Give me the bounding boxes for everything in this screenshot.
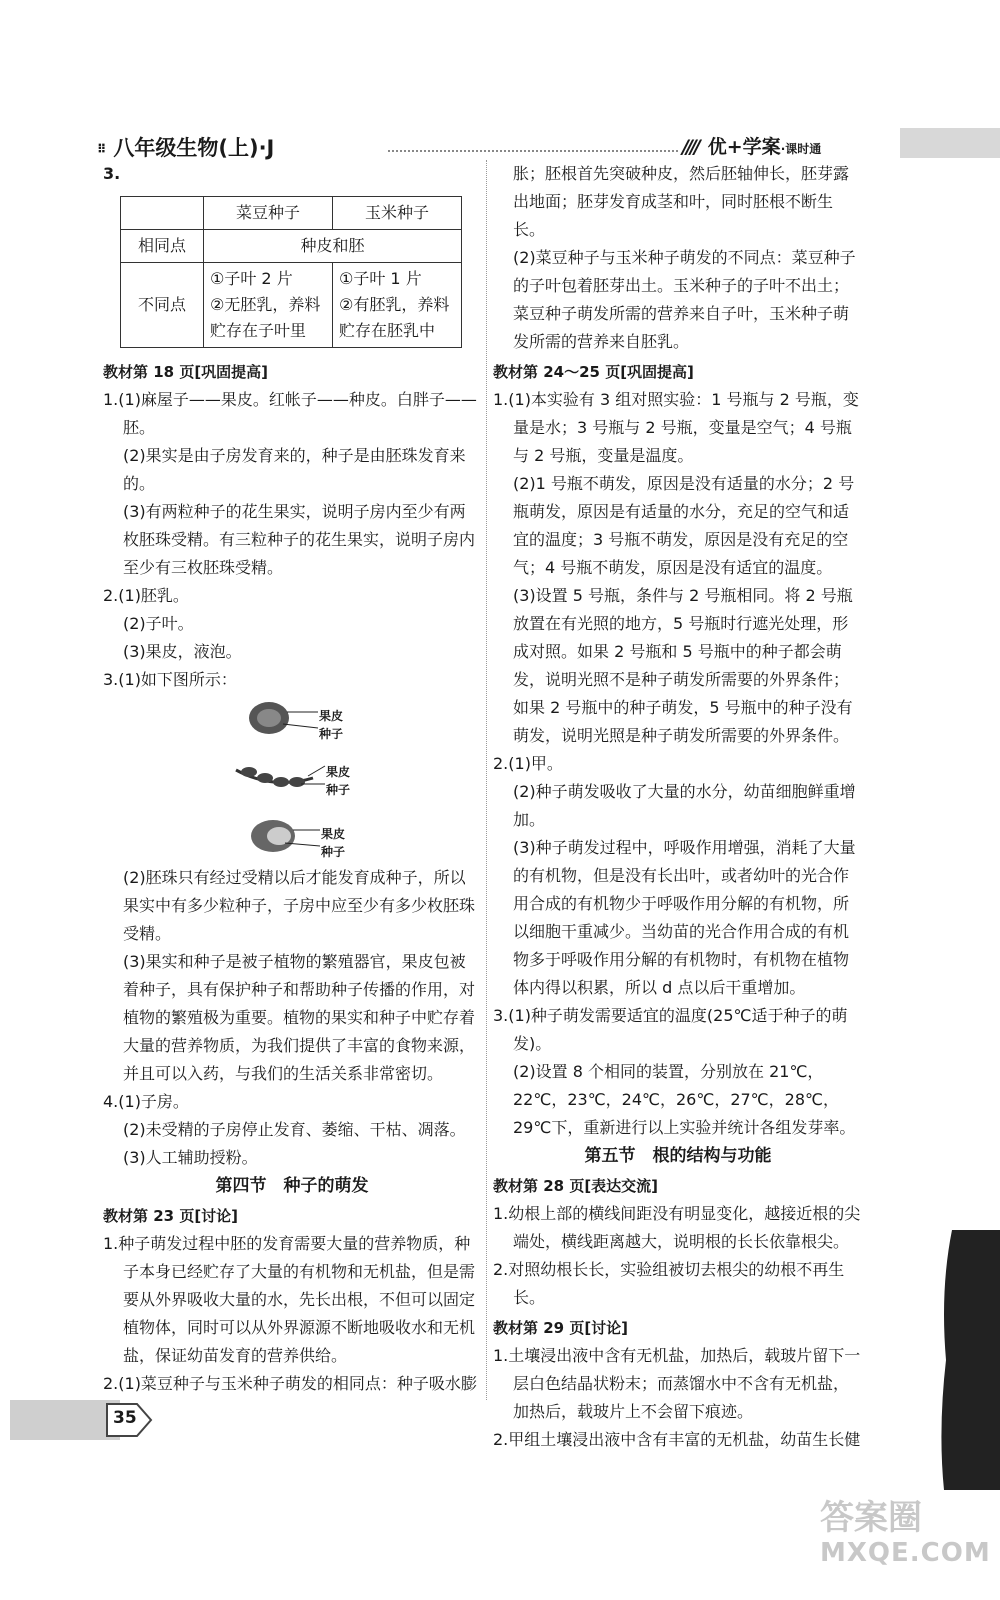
seed-comparison-table [120,196,462,348]
watermark-url: MXQE.COM [820,1538,991,1568]
fig-label-pericarp-3: 果皮 [321,827,346,841]
answer-p18-3-3: (3)果实和种子是被子植物的繁殖器官，果皮包被着种子，具有保护种子和帮助种子传播的作用，对植物的繁殖极为重要。植物的果实和种子中贮存着大量的营养物质，为我们提供了丰富的食物来源，并且可以入药，与我们的生活关系非常密切。 [123,952,476,1083]
bean-diff-1: ①子叶 2 片 [210,269,293,288]
fruit-1-illustration [249,702,318,734]
answer-p18-3: 3.(1)如下图所示： [103,670,237,689]
answer-p24-2: 2.(1)甲。 [493,754,563,773]
section-head-p18: 教材第 18 页[巩固提高] [103,363,269,381]
answer-p28-2: 2.对照幼根长长，实验组被切去根尖的幼根不再生长。 [493,1260,845,1307]
page-tab [10,1400,120,1440]
watermark-logo: 答案圈 [820,1498,922,1538]
fig-label-seed-3: 种子 [321,845,346,859]
answer-p18-1-3: (3)有两粒种子的花生果实，说明子房内至少有两枚胚珠受精。有三粒种子的花生果实，说明子房内至少有三枚胚珠受精。 [123,502,476,577]
header-divider [388,150,678,152]
answer-p18-3-2: (2)胚珠只有经过受精以后才能发育成种子，所以果实中有多少粒种子，子房中应至少有多少枚胚珠受精。 [123,868,476,943]
section-title-4: 第四节 种子的萌发 [215,1176,369,1196]
corn-diff-2: ②有胚乳，养料贮存在胚乳中 [339,295,450,340]
slashes-icon: //// [682,136,698,158]
answer-p29-1: 1.土壤浸出液中含有无机盐，加热后，载玻片留下一层白色结晶状粉末；而蒸馏水中不含有无机盐，加热后，载玻片上不会留下痕迹。 [493,1346,861,1421]
answer-p28-1: 1.幼根上部的横线间距没有明显变化，越接近根的尖端处，横线距离越大，说明根的长长依靠根尖。 [493,1204,861,1251]
page-number-badge [105,1402,155,1438]
section-head-p23: 教材第 23 页[讨论] [103,1207,239,1225]
page-number: 35 [113,1408,137,1428]
answer-p18-4-3: (3)人工辅助授粉。 [123,1148,258,1167]
answer-p23-2-cont: 胀；胚根首先突破种皮，然后胚轴伸长，胚芽露出地面；胚芽发育成茎和叶，同时胚根不断生长。 [513,164,850,239]
fig-label-seed-1: 种子 [319,727,344,741]
table-diff-label: 不同点 [121,263,204,348]
brand-name: 优+学案 [707,136,781,158]
book-title-text: 八年级生物(上)·J [113,136,275,160]
fruit-3-illustration [251,820,320,852]
brand-logo [682,132,821,159]
answer-p18-1: 1.(1)麻屋子——果皮。红帐子——种皮。白胖子——胚。 [103,390,477,437]
answer-p18-4: 4.(1)子房。 [103,1092,189,1111]
answer-p23-2-2: (2)菜豆种子与玉米种子萌发的不同点：菜豆种子的子叶包着胚芽出土。玉米种子的子叶不出土；菜豆种子萌发所需的营养来自子叶，玉米种子萌发所需的营养来自胚乳。 [513,248,856,351]
fruit-illustrations [103,698,481,860]
answer-p24-1-3: (3)设置 5 号瓶，条件与 2 号瓶相同。将 2 号瓶放置在有光照的地方，5 号瓶时行遮光处理，形成对照。如果 2 号瓶和 5 号瓶中的种子都会萌发，说明光照不是种子萌发所需要的外界条件；如果 2 号瓶中的种子萌发，5 号瓶中的种子没有萌发，说明光照是种子萌发所需要的外界条件。 [513,586,853,745]
fruit-seed-figure [103,698,481,860]
answer-p23-1: 1.种子萌发过程中胚的发育需要大量的营养物质，种子本身已经贮存了大量的有机物和无机盐，但是需要从外界吸收大量的水，先长出根，不但可以固定植物体，同时可以从外界源源不断地吸收水和无机盐，保证幼苗发育的营养供给。 [103,1234,476,1365]
fig-label-pericarp-1: 果皮 [319,709,344,723]
brand-sub: ·课时通 [780,142,822,156]
answer-p24-3: 3.(1)种子萌发需要适宜的温度(25℃适于种子的萌发)。 [493,1006,848,1053]
table-same-label: 相同点 [121,230,204,263]
answer-p24-2-2: (2)种子萌发吸收了大量的水分，幼苗细胞鲜重增加。 [513,782,856,829]
left-column [103,160,481,1398]
fig-label-pericarp-2: 果皮 [326,765,351,779]
answer-p18-4-2: (2)未受精的子房停止发育、萎缩、干枯、凋落。 [123,1120,466,1139]
answer-p18-1-2: (2)果实是由子房发育来的，种子是由胚珠发育来的。 [123,446,466,493]
answer-p18-2: 2.(1)胚乳。 [103,586,189,605]
table-bean-diff [204,263,333,348]
table-header-corn: 玉米种子 [333,197,462,230]
section-head-p28: 教材第 28 页[表达交流] [493,1177,659,1195]
book-title [97,132,274,162]
answer-p18-2-3: (3)果皮，液泡。 [123,642,242,661]
table-header-bean: 菜豆种子 [204,197,333,230]
table-same-value: 种皮和胚 [204,230,462,263]
right-column [493,160,863,1454]
table-corner [121,197,204,230]
answer-p24-1: 1.(1)本实验有 3 组对照实验：1 号瓶与 2 号瓶，变量是水；3 号瓶与 2 号瓶，变量是空气；4 号瓶与 2 号瓶，变量是温度。 [493,390,859,465]
page-edge-shadow [932,1230,1000,1490]
grid-dots-icon: ⠿ [97,142,108,156]
fig-label-seed-2: 种子 [326,783,351,797]
header-grey-bar [900,128,1000,158]
corn-diff-1: ①子叶 1 片 [339,269,422,288]
answer-p29-2: 2.甲组土壤浸出液中含有丰富的无机盐，幼苗生长健 [493,1430,861,1449]
fruit-2-illustration [236,766,325,787]
q3-label: 3. [103,164,121,183]
column-divider [486,160,487,1400]
section-head-p24-25: 教材第 24～25 页[巩固提高] [493,363,694,381]
table-corn-diff [333,263,462,348]
section-head-p29: 教材第 29 页[讨论] [493,1319,629,1337]
answer-p24-3-2: (2)设置 8 个相同的装置，分别放在 21℃，22℃，23℃，24℃，26℃，27℃，28℃，29℃下，重新进行以上实验并统计各组发芽率。 [513,1062,856,1137]
answer-p18-2-2: (2)子叶。 [123,614,194,633]
bean-diff-2: ②无胚乳，养料贮存在子叶里 [210,295,321,340]
section-title-5: 第五节 根的结构与功能 [584,1146,772,1166]
answer-p23-2: 2.(1)菜豆种子与玉米种子萌发的相同点：种子吸水膨 [103,1374,477,1393]
answer-p24-2-3: (3)种子萌发过程中，呼吸作用增强，消耗了大量的有机物，但是没有长出叶，或者幼叶的光合作用合成的有机物少于呼吸作用分解的有机物，所以细胞干重减少。当幼苗的光合作用合成的有机物多于呼吸作用分解的有机物时，有机物在植物体内得以积累，所以 d 点以后干重增加。 [513,838,856,997]
answer-p24-1-2: (2)1 号瓶不萌发，原因是没有适量的水分；2 号瓶萌发，原因是有适量的水分，充足的空气和适宜的温度；3 号瓶不萌发，原因是没有充足的空气；4 号瓶不萌发，原因是没有适宜的温度。 [513,474,855,577]
